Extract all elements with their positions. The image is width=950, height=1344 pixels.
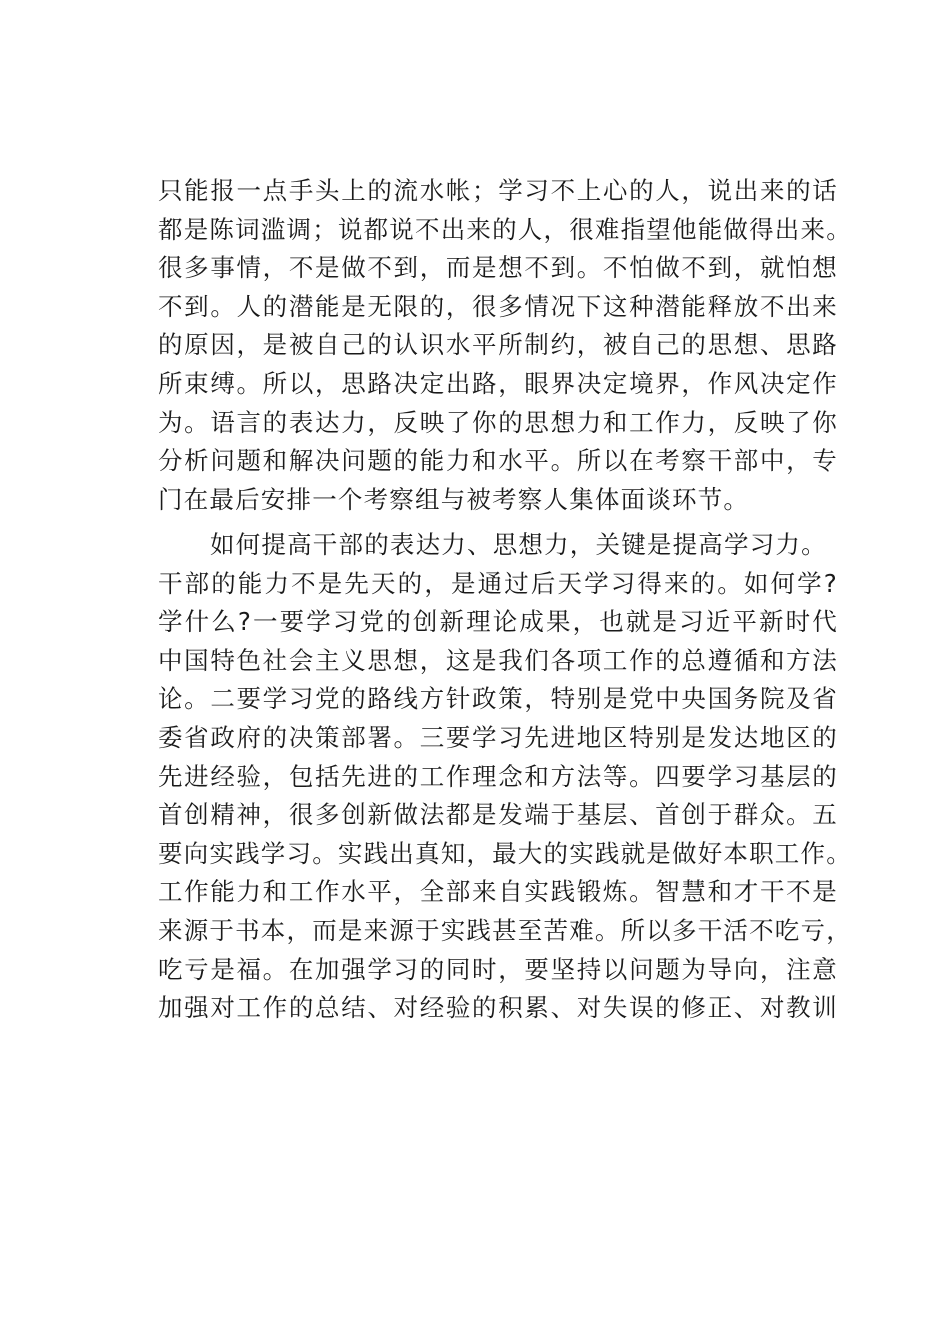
text-line: 很多事情，不是做不到，而是想不到。不怕做不到，就怕想 (158, 253, 838, 283)
text-line: 首创精神，很多创新做法都是发端于基层、首创于群众。五 (158, 800, 838, 830)
text-line: 先进经验，包括先进的工作理念和方法等。四要学习基层的 (158, 761, 838, 791)
paragraph-2 (158, 526, 852, 1028)
text-line: 为。语言的表达力，反映了你的思想力和工作力，反映了你 (158, 407, 838, 437)
text-line: 分析问题和解决问题的能力和水平。所以在考察干部中，专 (158, 446, 838, 476)
text-line: 委省政府的决策部署。三要学习先进地区特别是发达地区的 (158, 722, 838, 752)
text-line: 论。二要学习党的路线方针政策，特别是党中央国务院及省 (158, 684, 838, 714)
text-line: 门在最后安排一个考察组与被考察人集体面谈环节。 (158, 484, 750, 514)
text-line: 如何提高干部的表达力、思想力，关键是提高学习力。 (210, 530, 827, 559)
text-line: 学什么?一要学习党的创新理论成果，也就是习近平新时代 (158, 607, 838, 637)
text-line: 加强对工作的总结、对经验的积累、对失误的修正、对教训 (158, 993, 838, 1023)
text-line: 不到。人的潜能是无限的，很多情况下这种潜能释放不出来 (158, 291, 838, 321)
text-line: 所束缚。所以，思路决定出路，眼界决定境界，作风决定作 (158, 368, 838, 398)
text-line: 工作能力和工作水平，全部来自实践锻炼。智慧和才干不是 (158, 877, 838, 907)
text-line: 来源于书本，而是来源于实践甚至苦难。所以多干活不吃亏， (158, 915, 852, 945)
text-line: 吃亏是福。在加强学习的同时，要坚持以问题为导向，注意 (158, 954, 838, 984)
text-line: 干部的能力不是先天的，是通过后天学习得来的。如何学? (158, 568, 838, 598)
text-line: 要向实践学习。实践出真知，最大的实践就是做好本职工作。 (158, 838, 852, 868)
text-line: 的原因，是被自己的认识水平所制约，被自己的思想、思路 (158, 330, 838, 360)
text-line: 都是陈词滥调；说都说不出来的人，很难指望他能做得出来。 (158, 214, 852, 244)
text-line: 中国特色社会主义思想，这是我们各项工作的总遵循和方法 (158, 645, 838, 675)
text-line: 只能报一点手头上的流水帐；学习不上心的人，说出来的话 (158, 176, 838, 205)
paragraph-1 (158, 172, 852, 519)
